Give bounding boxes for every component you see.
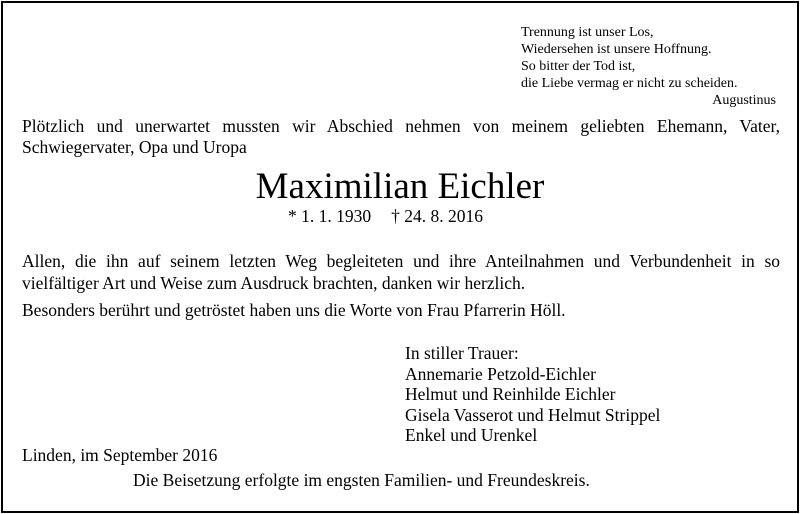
quote-author: Augustinus [712, 93, 776, 108]
death-date: † 24. 8. 2016 [391, 206, 483, 226]
deceased-name: Maximilian Eichler [255, 166, 545, 207]
epigraph-quote [521, 24, 776, 109]
mourner-name: Helmut und Reinhilde Eichler [405, 384, 616, 404]
quote-line: So bitter der Tod ist, [521, 59, 636, 74]
mourners-heading: In stiller Trauer: [405, 343, 519, 363]
place-date: Linden, im September 2016 [22, 445, 218, 465]
mourner-name: Gisela Vasserot und Helmut Strippel [405, 404, 661, 425]
birth-date: * 1. 1. 1930 [288, 206, 372, 226]
quote-line: die Liebe vermag er nicht zu scheiden. [521, 76, 738, 91]
thanks-text: Allen, die ihn auf seinem letzten Weg begleiteten und ihre Anteilnahmen und Verbundenheit in so vielfältiger Art und Weise zum Ausdruck brachten, danken wir herzlich. [22, 251, 780, 293]
quote-line: Wiedersehen ist unsere Hoffnung. [521, 42, 712, 57]
funeral-note: Die Beisetzung erfolgte im engsten Familien- und Freundeskreis. [133, 470, 590, 490]
mourner-name: Enkel und Urenkel [405, 425, 538, 445]
mourner-name: Annemarie Petzold-Eichler [405, 363, 596, 384]
quote-line: Trennung ist unser Los, [521, 25, 654, 40]
mourners-list [405, 343, 660, 446]
intro-text: Plötzlich und unerwartet mussten wir Abschied nehmen von meinem geliebten Ehemann, Vater, Schwiegervater, Opa und Uropa [22, 116, 780, 157]
special-thanks-text: Besonders berührt und getröstet haben uns die Worte von Frau Pfarrerin Höll. [22, 300, 566, 320]
life-dates [288, 205, 483, 227]
